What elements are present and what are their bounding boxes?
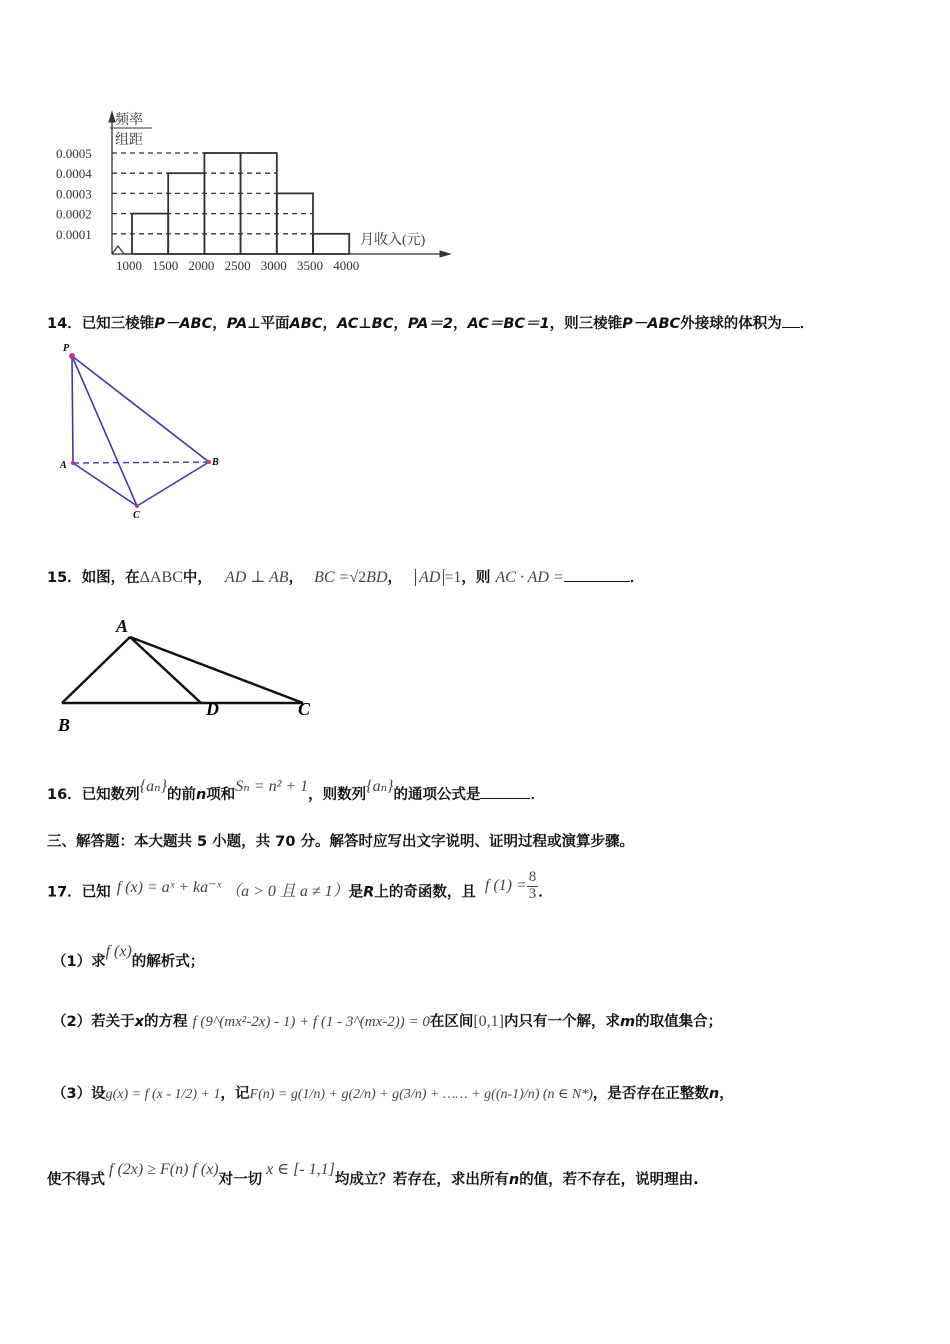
part-label: （1）求 <box>52 954 106 970</box>
triangle-figure <box>50 612 330 742</box>
y-tick-label: 0.0005 <box>56 146 92 161</box>
vertex-label-a: A <box>116 616 129 636</box>
histogram-y-label-bottom: 组距 <box>115 133 143 148</box>
x-tick-label: 1000 <box>116 258 142 273</box>
question-number: 17． <box>47 884 82 901</box>
q15-text: ，则 <box>461 570 491 586</box>
section-heading: 三、解答题：本大题共 5 小题，共 70 分。解答时应写出文字说明、证明过程或演算步骤。 <box>47 834 634 850</box>
q16-text: 的前 <box>166 787 196 803</box>
histogram-bar <box>241 153 277 254</box>
histogram-bar <box>313 234 349 254</box>
q17-f1-fraction <box>527 870 539 903</box>
q16-text: ，则数列 <box>308 787 367 803</box>
q15-end: ． <box>629 570 645 586</box>
q17-f1: f (1) = <box>484 877 527 895</box>
pyramid-figure <box>55 340 225 525</box>
part-label: （2）若关于 <box>52 1014 135 1030</box>
question-14 <box>47 312 814 333</box>
q17-R: R <box>363 884 375 901</box>
fraction-denominator: 3 <box>528 885 537 902</box>
histogram-x-label: 月收入(元) <box>360 233 426 248</box>
q17-p3-g-definition: g(x) = f (x - 1/2) + 1 <box>105 1087 221 1102</box>
y-tick-label: 0.0004 <box>56 166 92 182</box>
y-tick-label: 0.0003 <box>56 186 92 202</box>
q16-sequence: {aₙ} <box>366 778 394 795</box>
part-text: 在区间 <box>429 1014 474 1030</box>
q14-text: ， <box>393 316 408 332</box>
q15-condition-bc: BC = <box>314 569 350 586</box>
q15-text: ， <box>387 570 402 586</box>
q15-triangle: ΔABC <box>139 569 183 586</box>
fraction-numerator: 8 <box>528 869 537 885</box>
q17-part-2 <box>52 1010 722 1031</box>
q17-p3-n: n <box>708 1086 720 1102</box>
q16-n: n <box>195 787 207 803</box>
q17-p3-inequality: f (2x) ≥ F(n) f (x) <box>109 1161 219 1178</box>
q15-sqrt: √2 <box>349 569 367 586</box>
answer-blank <box>564 581 630 582</box>
q15-text: ， <box>288 570 304 586</box>
q14-text: ，则三棱锥 <box>549 316 623 332</box>
q17-p3-range: x ∈ [- 1,1] <box>266 1161 335 1178</box>
q14-text: ， <box>452 316 468 332</box>
part-text: 使不得式 <box>47 1172 105 1188</box>
q14-pabc: P－ABC <box>622 316 681 332</box>
q14-text: 外接球的体积为 <box>680 316 782 332</box>
y-tick-label: 0.0001 <box>56 226 92 242</box>
q14-pa: PA <box>226 316 248 332</box>
histogram-bar <box>277 193 313 254</box>
part-text: 对一切 <box>218 1172 263 1188</box>
axis-break <box>112 246 132 254</box>
part-text: ，是否存在正整数 <box>592 1086 709 1102</box>
q15-dot-product: AC · AD = <box>495 569 564 586</box>
q14-pabc: P－ABC <box>154 316 213 332</box>
q17-end: ． <box>538 884 553 901</box>
q17-part-3 <box>52 1082 734 1103</box>
question-number: 15． <box>47 570 82 586</box>
y-tick-label: 0.0002 <box>56 206 92 222</box>
q14-text: ⊥平面 <box>247 316 290 332</box>
x-tick-label: 2000 <box>188 258 215 273</box>
q15-condition-bd: BD <box>366 569 388 586</box>
question-number: 16． <box>47 787 82 803</box>
q17-p2-interval: [0,1] <box>473 1013 504 1030</box>
histogram-bar <box>204 153 240 254</box>
answer-blank <box>480 798 530 799</box>
q17-text: 上的奇函数，且 <box>374 884 476 901</box>
q17-p1-fx: f (x) <box>105 943 132 960</box>
x-tick-label: 1500 <box>152 258 179 273</box>
q14-bc: BC <box>371 316 394 332</box>
part-text: ， <box>719 1086 734 1102</box>
part-text: 的取值集合； <box>635 1014 723 1030</box>
q17-part-3-continued <box>47 1161 699 1189</box>
q14-acbc-value: AC＝BC＝1 <box>467 316 550 332</box>
vertex-label-b: B <box>212 457 219 468</box>
q14-pa-value: PA＝2 <box>407 316 453 332</box>
part-text: 的值，若不存在，说明理由. <box>519 1172 699 1188</box>
vertex-label-p: P <box>63 343 70 354</box>
part-label: （3）设 <box>52 1086 106 1102</box>
q15-abs-ad: AD <box>415 569 444 586</box>
part-text: 内只有一个解，求 <box>503 1014 620 1030</box>
q16-text: 已知数列 <box>81 787 140 803</box>
q17-part-1 <box>52 943 205 971</box>
q14-abc: ABC <box>289 316 323 332</box>
q14-text: ， <box>212 316 227 332</box>
q14-text: ⊥ <box>358 316 372 332</box>
x-axis-arrow <box>440 251 450 257</box>
question-15 <box>47 566 644 587</box>
frequency-histogram <box>40 108 460 278</box>
q17-condition: （a > 0 且 a ≠ 1） <box>225 883 349 901</box>
q17-p3-F-definition: F(n) = g(1/n) + g(2/n) + g(3/n) + …… + g((n-1)/n) (n ∈ N*) <box>249 1087 593 1102</box>
q17-text: 是 <box>348 884 364 901</box>
vertex-label-c: C <box>133 510 140 521</box>
part-text: 均成立？若存在，求出所有 <box>334 1172 509 1188</box>
q14-text: ， <box>322 316 337 332</box>
x-tick-label: 4000 <box>333 258 360 273</box>
q15-text: 如图，在 <box>81 570 140 586</box>
q14-end: ． <box>799 316 815 332</box>
q17-function-definition: f (x) = aˣ + ka⁻ˣ <box>116 879 222 897</box>
question-17 <box>47 869 553 909</box>
histogram-y-label-top: 频率 <box>115 113 143 128</box>
x-tick-label: 3500 <box>297 258 323 273</box>
q17-p2-m: m <box>619 1014 636 1030</box>
q17-p2-equation: f (9^(mx²-2x) - 1) + f (1 - 3^(mx-2)) = 0 <box>192 1014 430 1030</box>
q15-text: 中， <box>182 570 212 586</box>
x-tick-label: 3000 <box>260 258 287 273</box>
vertex-label-d: D <box>206 699 219 719</box>
q15-abs-value: =1 <box>444 569 462 586</box>
q17-text: 已知 <box>81 884 111 901</box>
part-text: 的解析式； <box>131 954 205 970</box>
q15-condition-perpendicular: AD ⊥ AB <box>224 569 289 586</box>
q16-end: ． <box>530 787 545 803</box>
part-text: ，记 <box>220 1086 250 1102</box>
vertex-label-a: A <box>60 460 67 471</box>
question-number: 14． <box>47 316 82 332</box>
answer-blank <box>782 327 800 328</box>
q16-sequence: {aₙ} <box>139 778 167 795</box>
question-16 <box>47 778 545 804</box>
q14-ac: AC <box>336 316 359 332</box>
x-tick-label: 2500 <box>224 258 251 273</box>
q16-text: 的通项公式是 <box>393 787 481 803</box>
vertex-label-c: C <box>298 699 311 719</box>
q16-sum-formula: Sₙ = n² + 1 <box>235 778 309 795</box>
q14-text: 已知三棱锥 <box>81 316 155 332</box>
q17-p2-x: x <box>134 1014 144 1030</box>
part-text: 的方程 <box>143 1014 188 1030</box>
q16-text: 项和 <box>206 787 236 803</box>
vertex-label-b: B <box>58 715 71 735</box>
q17-p3-n: n <box>508 1172 520 1188</box>
